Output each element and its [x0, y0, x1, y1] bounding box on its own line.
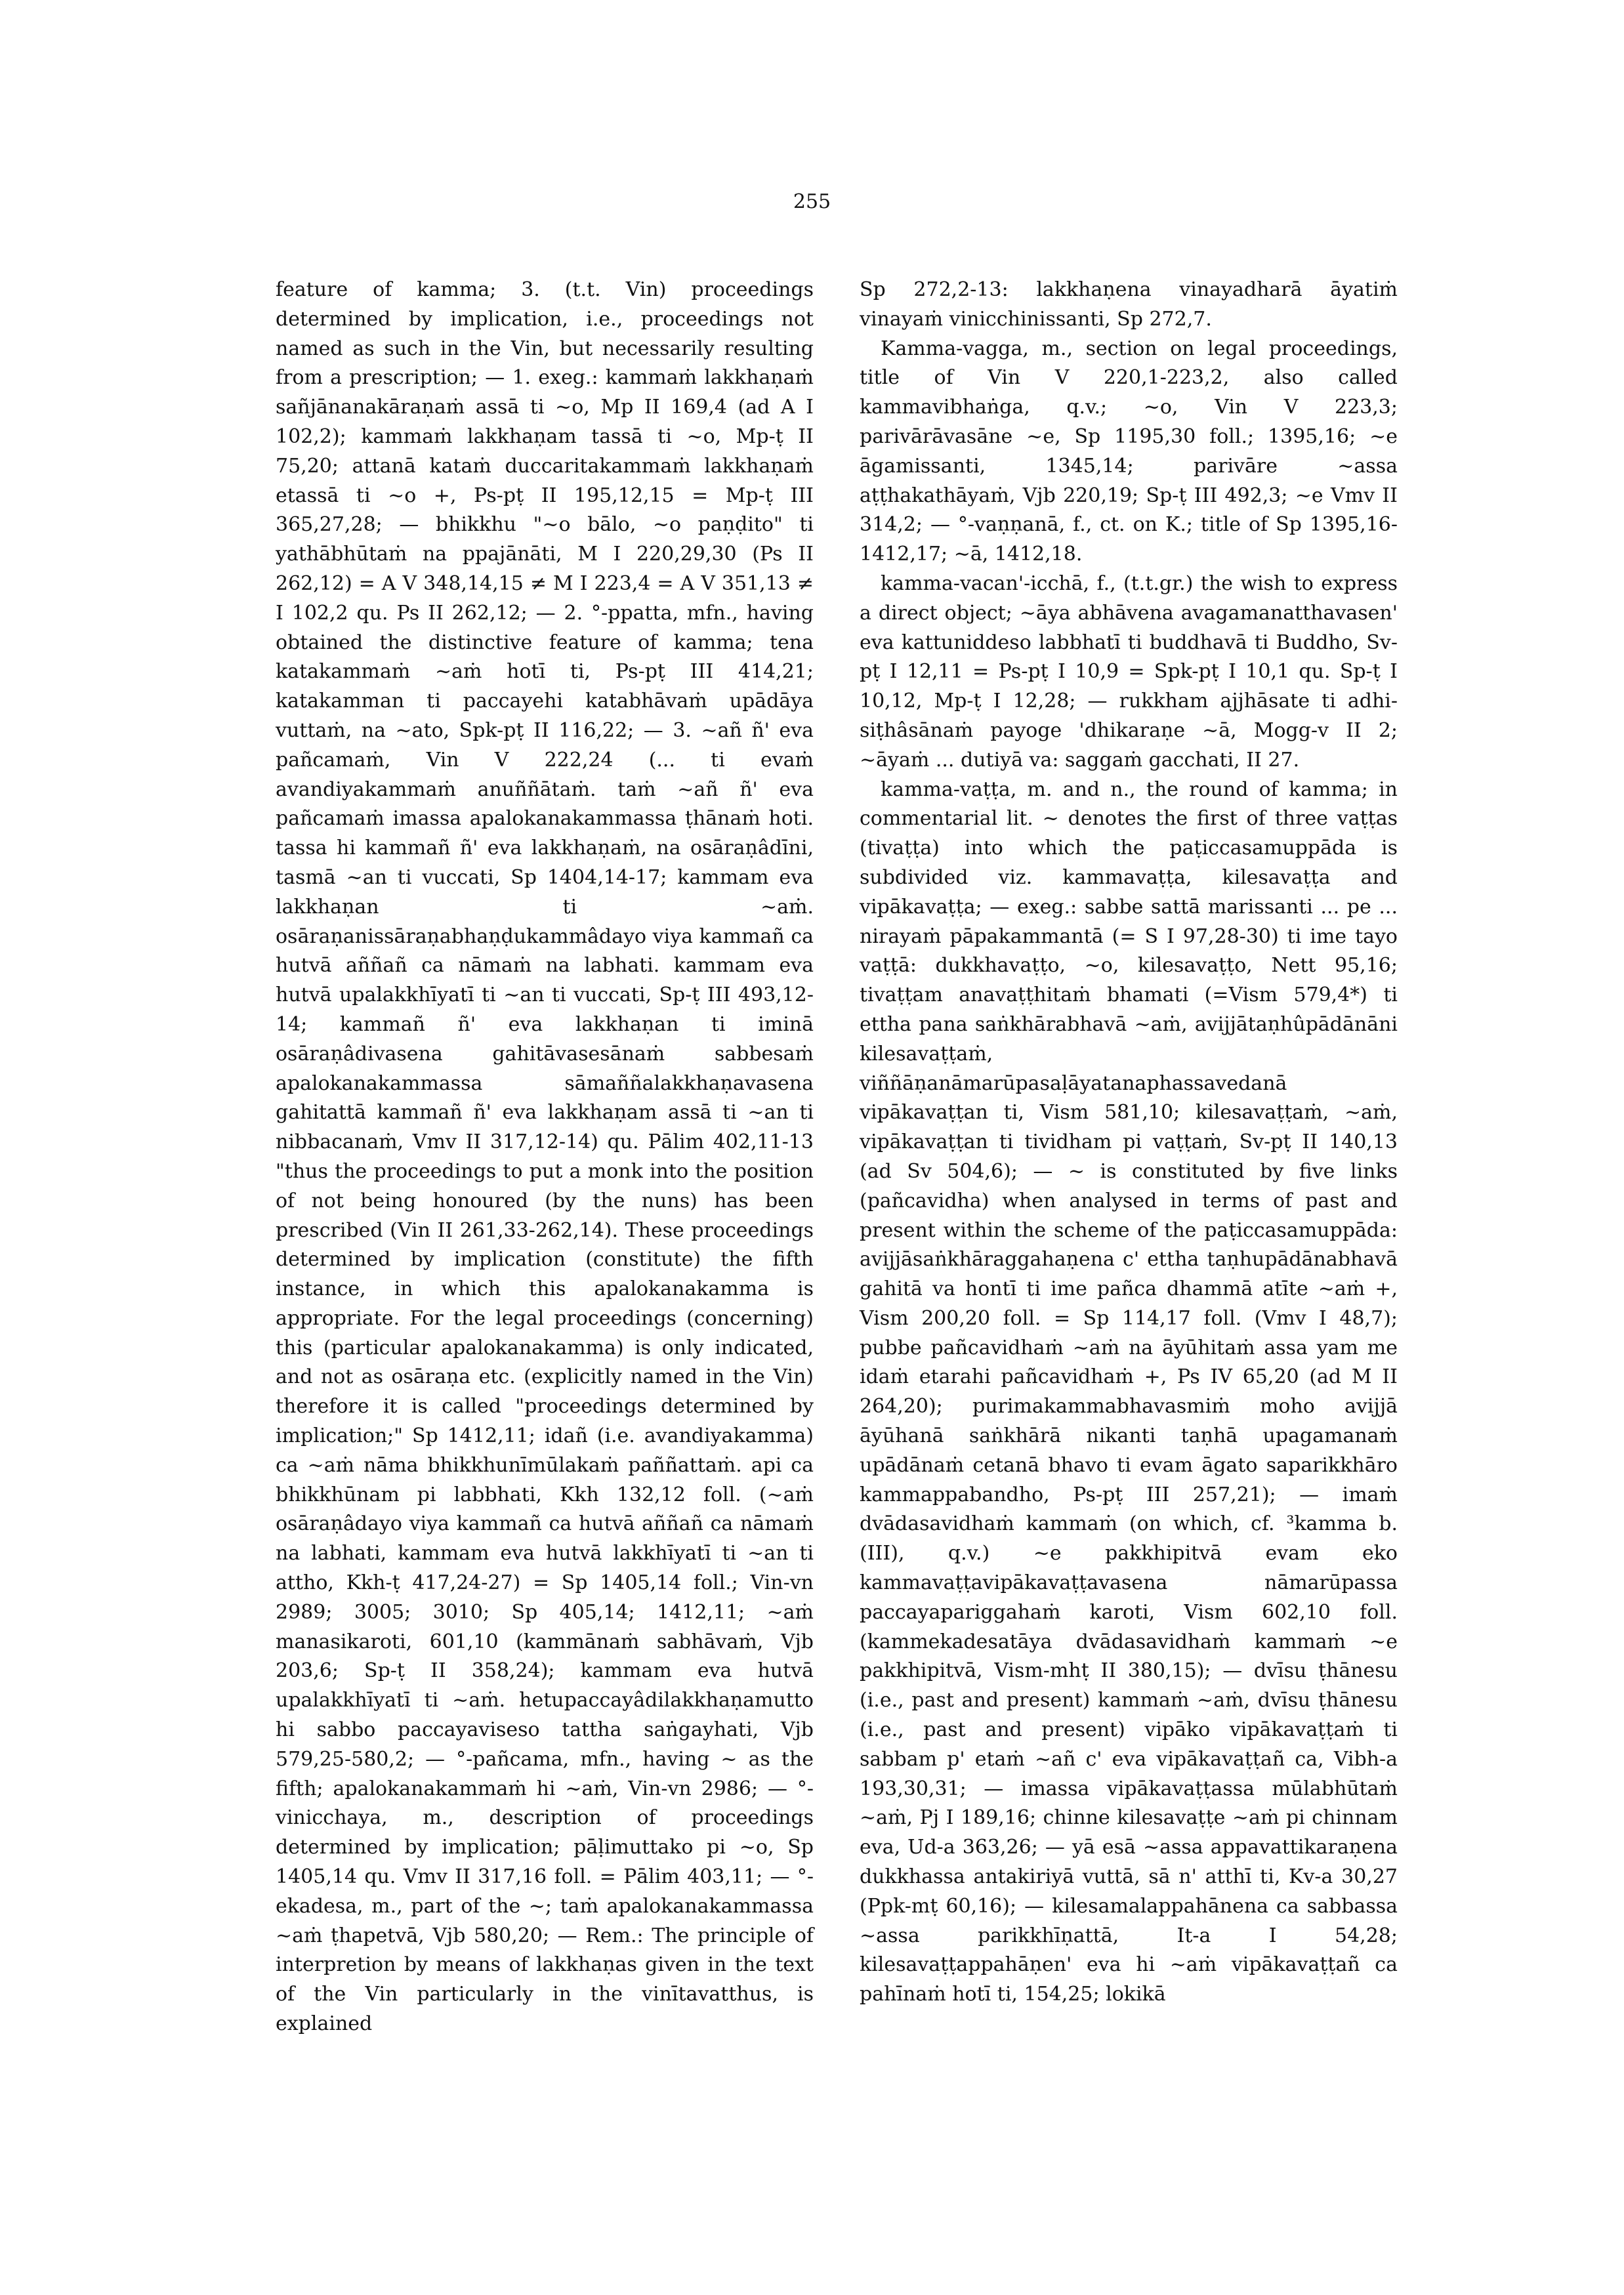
- right-paragraph-continuation: Sp 272,2-13: lakkhaṇena vinayadharā āyatiṁ vinayaṁ vinicchinissanti, Sp 272,7.: [860, 278, 1398, 331]
- left-column: [276, 276, 814, 2039]
- page-number: 255: [793, 190, 831, 213]
- left-paragraph: feature of kamma; 3. (t.t. Vin) proceedings determined by implication, i.e., proceedings not named as such in the Vin, but necessarily resulting from a prescription; — 1. exeg.: kammaṁ lakkhaṇaṁ sañjānanakāraṇaṁ assā ti ~o, Mp II 169,4 (ad A I 102,2); kammaṁ lakkhaṇam tassā ti ~o, Mp-ṭ II 75,20; attanā kataṁ duccaritakammaṁ lakkhaṇaṁ etassā ti ~o +, Ps-pṭ II 195,12,15 = Mp-ṭ III 365,27,28; — bhikkhu "~o bālo, ~o paṇḍito" ti yathābhūtaṁ na ppajānāti, M I 220,29,30 (Ps II 262,12) = A V 348,14,15 ≠ M I 223,4 = A V 351,13 ≠ I 102,2 qu. Ps II 262,12; — 2. °-ppatta, mfn., having obtained the distinctive feature of kamma; tena katakammaṁ ~aṁ hotī ti, Ps-pṭ III 414,21; katakamman ti paccayehi katabhāvaṁ upādāya vuttaṁ, na ~ato, Spk-pṭ II 116,22; — 3. ~añ ñ' eva pañcamaṁ, Vin V 222,24 (... ti evaṁ avandiyakammaṁ anuññātaṁ. taṁ ~añ ñ' eva pañcamaṁ imassa apalokanakammassa ṭhānaṁ hoti. tassa hi kammañ ñ' eva lakkhaṇaṁ, na osāraṇâdīni, tasmā ~an ti vuccati, Sp 1404,14-17; kammam eva lakkhaṇan ti ~aṁ. osāraṇanissāraṇabhaṇḍukammâdayo viya kammañ ca hutvā aññañ ca nāmaṁ na labhati. kammam eva hutvā upalakkhīyatī ti ~an ti vuccati, Sp-ṭ III 493,12-14; kammañ ñ' eva lakkhaṇan ti iminā osāraṇâdivasena gahitāvasesānaṁ sabbesaṁ apalokanakammassa sāmaññalakkhaṇavasena gahitattā kammañ ñ' eva lakkhaṇam assā ti ~an ti nibbacanaṁ, Vmv II 317,12-14) qu. Pālim 402,11-13 "thus the proceedings to put a monk into the position of not being honoured (by the nuns) has been prescribed (Vin II 261,33-262,14). These proceedings determined by implication (constitute) the fifth instance, in which this apalokanakamma is appropriate. For the legal proceedings (concerning) this (particular apalokanakamma) is only indicated, and not as osāraṇa etc. (explicitly named in the Vin) therefore it is called "proceedings determined by implication;" Sp 1412,11; idañ (i.e. avandiyakamma) ca ~aṁ nāma bhikkhunīmūlakaṁ paññattaṁ. api ca bhikkhūnam pi labbhati, Kkh 132,12 foll. (~aṁ osāraṇâdayo viya kammañ ca hutvā aññañ ca nāmaṁ na labhati, kammam eva hutvā lakkhīyatī ti ~an ti attho, Kkh-ṭ 417,24-27) = Sp 1405,14 foll.; Vin-vn 2989; 3005; 3010; Sp 405,14; 1412,11; ~aṁ manasikaroti, 601,10 (kammānaṁ sabhāvaṁ, Vjb 203,6; Sp-ṭ II 358,24); kammam eva hutvā upalakkhīyatī ti ~aṁ. hetupaccayâdilakkhaṇamutto hi sabbo paccayaviseso tattha saṅgayhati, Vjb 579,25-580,2; — °-pañcama, mfn., having ~ as the fifth; apalokanakammaṁ hi ~aṁ, Vin-vn 2986; — °-vinicchaya, m., description of proceedings determined by implication; pāḷimuttako pi ~o, Sp 1405,14 qu. Vmv II 317,16 foll. = Pālim 403,11; — °-ekadesa, m., part of the ~; taṁ apalokanakammassa ~aṁ ṭhapetvā, Vjb 580,20; — Rem.: The principle of interpretion by means of lakkhaṇas given in the text of the Vin particularly in the vinītavatthus, is explained: [276, 278, 814, 2036]
- right-column: [860, 276, 1398, 2010]
- entry-kamma-vatta: kamma-vaṭṭa, m. and n., the round of kamma; in commentarial lit. ~ denotes the first of three vaṭṭas (tivaṭṭa) into which the paṭiccasamuppāda is subdivided viz. kammavaṭṭa, kilesavaṭṭa and vipākavaṭṭa; — exeg.: sabbe sattā marissanti ... pe ... nirayaṁ pāpakammantā (= S I 97,28-30) ti ime tayo vaṭṭā: dukkhavaṭṭo, ~o, kilesavaṭṭo, Nett 95,16; tivaṭṭam anavaṭṭhitaṁ bhamati (=Vism 579,4*) ti ettha pana saṅkhārabhavā ~aṁ, avijjātaṇhûpādānāni kilesavaṭṭaṁ, viññāṇanāmarūpasaḷāyatanaphassavedanā vipākavaṭṭan ti, Vism 581,10; kilesavaṭṭaṁ, ~aṁ, vipākavaṭṭan ti tividham pi vaṭṭaṁ, Sv-pṭ II 140,13 (ad Sv 504,6); — ~ is constituted by five links (pañcavidha) when analysed in terms of past and present within the scheme of the paṭiccasamuppāda: avijjāsaṅkhāraggahaṇena c' ettha taṇhupādānabhavā gahitā va hontī ti ime pañca dhammā atīte ~aṁ +, Vism 200,20 foll. = Sp 114,17 foll. (Vmv I 48,7); pubbe pañcavidhaṁ ~aṁ na āyūhitaṁ assa yam me idaṁ etarahi pañcavidhaṁ +, Ps IV 65,20 (ad M II 264,20); purimakammabhavasmiṁ moho avijjā āyūhanā saṅkhārā nikanti taṇhā upagamanaṁ upādānaṁ cetanā bhavo ti evam āgato saparikkhāro kammappabandho, Ps-pṭ III 257,21); — imaṁ dvādasavidhaṁ kammaṁ (on which, cf. ³kamma b.(III), q.v.) ~e pakkhipitvā evam eko kammavaṭṭavipākavaṭṭavasena nāmarūpassa paccayapariggahaṁ karoti, Vism 602,10 foll. (kammekadesatāya dvādasavidhaṁ kammaṁ ~e pakkhipitvā, Vism-mhṭ II 380,15); — dvīsu ṭhānesu (i.e., past and present) kammaṁ ~aṁ, dvīsu ṭhānesu (i.e., past and present) vipāko vipākavaṭṭaṁ ti sabbam p' etaṁ ~añ c' eva vipākavaṭṭañ ca, Vibh-a 193,30,31; — imassa vipākavaṭṭassa mūlabhūtaṁ ~aṁ, Pj I 189,16; chinne kilesavaṭṭe ~aṁ pi chinnam eva, Ud-a 363,26; — yā esā ~assa appavattikaraṇena dukkhassa antakiriyā vuttā, sā n' atthī ti, Kv-a 30,27 (Ppk-mṭ 60,16); — kilesamalappahānena ca sabbassa ~assa parikkhīṇattā, It-a I 54,28; kilesavaṭṭappahāṇen' eva hi ~aṁ vipākavaṭṭañ ca pahīnaṁ hotī ti, 154,25; lokikā: [860, 777, 1398, 2006]
- entry-kamma-vacan-iccha: kamma-vacan'-icchā, f., (t.t.gr.) the wish to express a direct object; ~āya abhāvena avagamanatthavasen' eva kattuniddeso labbhatī ti buddhavā ti Buddho, Sv-pṭ I 12,11 = Ps-pṭ I 10,9 = Spk-pṭ I 10,1 qu. Sp-ṭ I 10,12, Mp-ṭ I 12,28; — rukkham ajjhāsate ti adhi-siṭhâsānaṁ payoge 'dhikaraṇe ~ā, Mogg-v II 2; ~āyaṁ ... dutiyā va: saggaṁ gacchati, II 27.: [860, 571, 1398, 772]
- entry-kamma-vagga: Kamma-vagga, m., section on legal proceedings, title of Vin V 220,1-223,2, also called kammavibhaṅga, q.v.; ~o, Vin V 223,3; parivārāvasāne ~e, Sp 1195,30 foll.; 1395,16; ~e āgamissanti, 1345,14; parivāre ~assa aṭṭhakathāyaṁ, Vjb 220,19; Sp-ṭ III 492,3; ~e Vmv II 314,2; — °-vaṇṇanā, f., ct. on K.; title of Sp 1395,16-1412,17; ~ā, 1412,18.: [860, 337, 1398, 566]
